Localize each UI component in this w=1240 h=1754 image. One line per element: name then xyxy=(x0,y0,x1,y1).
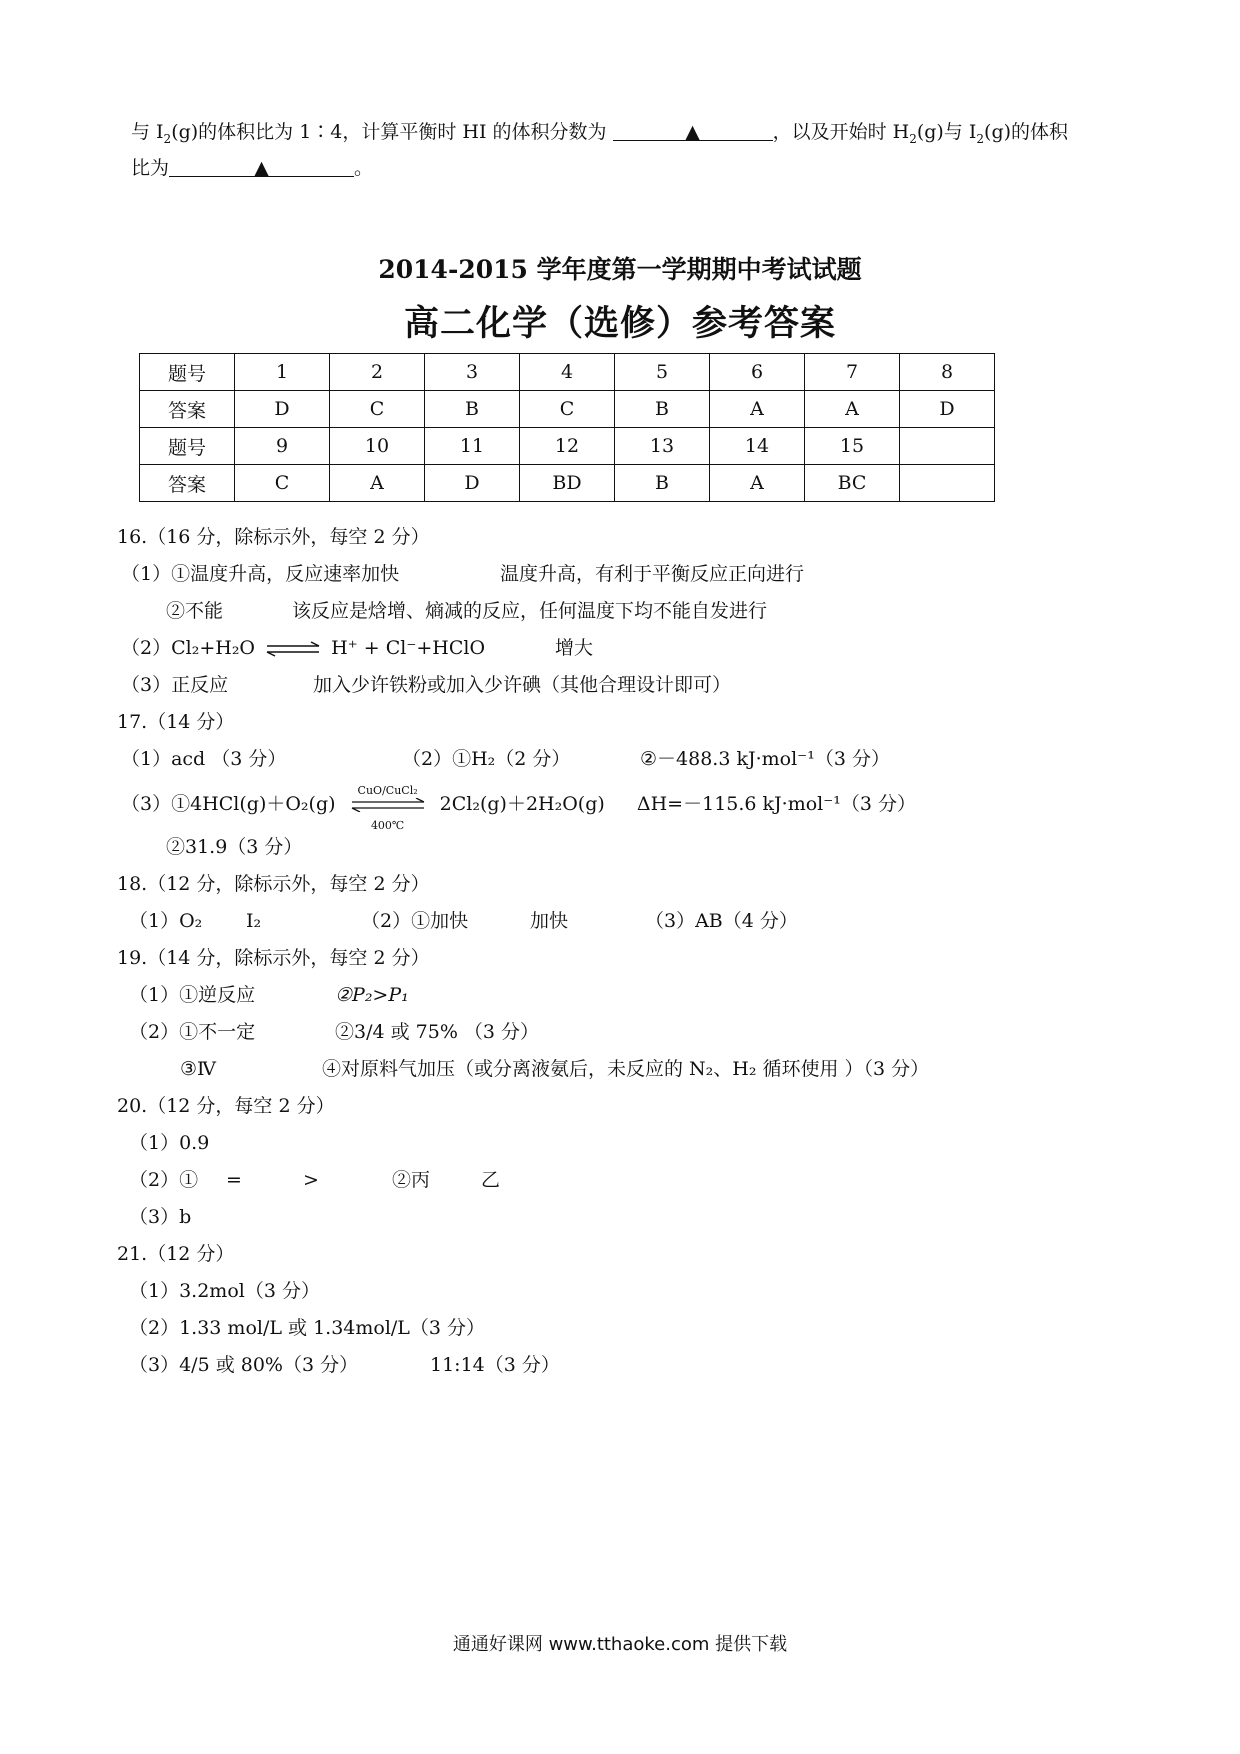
q16-part2-answer: 增大 xyxy=(555,637,594,659)
q20-heading: 20.（12 分，每空 2 分） xyxy=(117,1095,335,1117)
answer-label-cell: 答案 xyxy=(140,391,235,428)
table-row: 答案 C A D BD B A BC xyxy=(140,465,995,502)
page-footer: 通通好课网 www.tthaoke.com 提供下载 xyxy=(452,1634,788,1655)
q17-part4: ②31.9（3 分） xyxy=(166,836,303,858)
q18-heading: 18.（12 分，除标示外，每空 2 分） xyxy=(117,873,430,895)
equilibrium-arrow-icon xyxy=(265,641,321,657)
table-row: 答案 D C B C B A A D xyxy=(140,391,995,428)
equilibrium-arrow-icon xyxy=(350,798,426,812)
q18-part1-b: I₂ xyxy=(246,910,262,932)
q20-part2-d: ②丙 xyxy=(392,1169,431,1191)
q19-part1-b: ②P₂>P₁ xyxy=(335,984,409,1006)
q17-part3: （3）①4HCl(g)＋O₂(g) CuO/CuCl₂ 400℃ 2Cl₂(g)＋2H₂O(g) ΔH=－115.6 kJ·mol⁻¹（3 分） xyxy=(121,784,917,832)
q17-part2-a: （2）①H₂（2 分） xyxy=(402,748,571,770)
q20-part2-b: = xyxy=(226,1169,242,1191)
q18-part2-a: （2）①加快 xyxy=(361,910,469,932)
reaction-condition-arrow: CuO/CuCl₂ 400℃ xyxy=(350,793,426,817)
q17-heading: 17.（14 分） xyxy=(117,711,235,733)
q17-part2-b: ②－488.3 kJ·mol⁻¹（3 分） xyxy=(640,748,890,770)
q21-heading: 21.（12 分） xyxy=(117,1243,235,1265)
q16-part2: （2）Cl₂+H₂O H⁺ + Cl⁻+HClO xyxy=(121,637,486,659)
q16-part3-b: 加入少许铁粉或加入少许碘（其他合理设计即可） xyxy=(313,674,732,696)
q19-part3-a: ③Ⅳ xyxy=(180,1058,217,1080)
q18-part3: （3）AB（4 分） xyxy=(645,910,798,932)
q19-heading: 19.（14 分，除标示外，每空 2 分） xyxy=(117,947,430,969)
q19-part3-b: ④对原料气加压（或分离液氨后，未反应的 N₂、H₂ 循环使用 ）（3 分） xyxy=(322,1058,930,1080)
q17-part1: （1）acd （3 分） xyxy=(121,748,287,770)
q21-part1: （1）3.2mol（3 分） xyxy=(129,1280,320,1302)
answer-blank-1: ▲ xyxy=(613,120,773,141)
q20-part1: （1）0.9 xyxy=(129,1132,210,1154)
q21-part2: （2）1.33 mol/L 或 1.34mol/L（3 分） xyxy=(129,1317,486,1339)
q20-part3: （3）b xyxy=(129,1206,192,1228)
exam-title: 2014-2015 学年度第一学期期中考试试题 xyxy=(378,255,862,284)
q16-part1-a: （1）①温度升高，反应速率加快 xyxy=(121,563,400,585)
question-fragment-line-2: 比为 ▲ 。 xyxy=(131,157,374,179)
q16-heading: 16.（16 分，除标示外，每空 2 分） xyxy=(117,526,430,548)
q19-part2-b: ②3/4 或 75% （3 分） xyxy=(335,1021,540,1043)
answer-table xyxy=(139,353,995,502)
header-label-cell: 题号 xyxy=(140,354,235,391)
q19-part2-a: （2）①不一定 xyxy=(129,1021,256,1043)
q20-part2-a: （2）① xyxy=(129,1169,199,1191)
q21-part3-a: （3）4/5 或 80%（3 分） xyxy=(129,1354,359,1376)
q16-part1-c: ②不能 xyxy=(166,600,224,622)
q21-part3-b: 11:14（3 分） xyxy=(430,1354,560,1376)
table-row: 题号 9 10 11 12 13 14 15 xyxy=(140,428,995,465)
q16-part1-b: 温度升高，有利于平衡反应正向进行 xyxy=(500,563,805,585)
q19-part1-a: （1）①逆反应 xyxy=(129,984,256,1006)
table-row: 题号 1 2 3 4 5 6 7 8 xyxy=(140,354,995,391)
q16-part1-d: 该反应是焓增、熵减的反应，任何温度下均不能自发进行 xyxy=(292,600,768,622)
q18-part2-b: 加快 xyxy=(530,910,569,932)
q20-part2-c: > xyxy=(303,1169,319,1191)
answer-blank-2: ▲ xyxy=(169,156,354,177)
header-label-cell: 题号 xyxy=(140,428,235,465)
q16-part3-a: （3）正反应 xyxy=(121,674,229,696)
q18-part1-a: （1）O₂ xyxy=(129,910,203,932)
answer-key-title: 高二化学（选修）参考答案 xyxy=(403,303,836,344)
question-fragment-line-1: 与 $I_2(g)$的体积比为 1∶4，计算平衡时 HI 的体积分数为 ▲ ，以及开始时 $H_2(g)$与 $I_2(g)$的体积 xyxy=(131,121,1069,146)
q20-part2-e: 乙 xyxy=(481,1169,501,1191)
answer-label-cell: 答案 xyxy=(140,465,235,502)
